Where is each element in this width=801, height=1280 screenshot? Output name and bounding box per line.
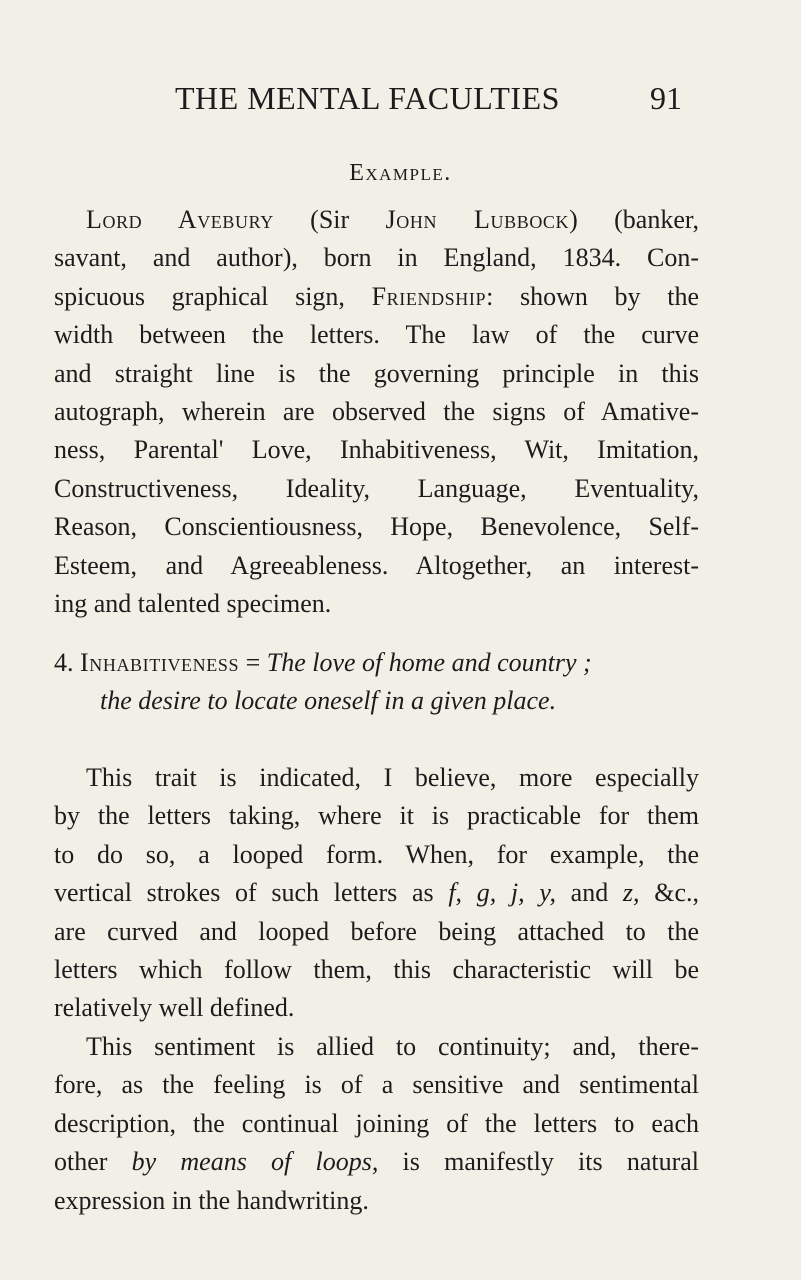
definition-meaning-cont: the desire to locate oneself in a given place. bbox=[100, 686, 557, 715]
text-line: other by means of loops, is manifestly its natural bbox=[54, 1147, 700, 1177]
text-line: fore, as the feeling is of a sensitive and sentimental bbox=[54, 1070, 699, 1100]
example-paragraph bbox=[54, 201, 699, 623]
text-line: This sentiment is allied to continuity; and, there- bbox=[86, 1032, 699, 1061]
definition-entry bbox=[54, 644, 699, 720]
text-line: are curved and looped before being attached to the bbox=[54, 916, 699, 946]
text-line: Lord Avebury (Sir John Lubbock) (banker, bbox=[86, 205, 700, 234]
text-line: letters which follow them, this characteristic will be bbox=[54, 955, 699, 985]
text-line: spicuous graphical sign, Friendship: shown by the bbox=[54, 281, 699, 311]
definition-meaning: The love of home and country ; bbox=[266, 648, 592, 677]
text-line: Esteem, and Agreeableness. Altogether, an interest- bbox=[54, 550, 699, 580]
text-line: ness, Parental' Love, Inhabitiveness, Wit, Imitation, bbox=[54, 435, 699, 465]
text-line: ing and talented specimen. bbox=[54, 589, 332, 619]
body-paragraph-1 bbox=[54, 759, 699, 1028]
definition-number: 4. bbox=[54, 648, 74, 677]
text-line: and straight line is the governing principle in this bbox=[54, 358, 699, 388]
text-line: width between the letters. The law of the curve bbox=[54, 320, 699, 350]
text-line: Reason, Conscientiousness, Hope, Benevolence, Self- bbox=[54, 512, 699, 542]
text-line: expression in the handwriting. bbox=[54, 1185, 369, 1215]
page-number: 91 bbox=[650, 80, 682, 116]
text-line: This trait is indicated, I believe, more especially bbox=[86, 763, 699, 792]
text-line: relatively well defined. bbox=[54, 993, 295, 1023]
text-line: to do so, a looped form. When, for example, the bbox=[54, 839, 699, 869]
running-head-title: THE MENTAL FACULTIES bbox=[175, 80, 560, 116]
text-line: description, the continual joining of the letters to each bbox=[54, 1108, 699, 1138]
section-heading: Example. bbox=[349, 160, 452, 186]
text-line: vertical strokes of such letters as f, g, j, y, and z, &c., bbox=[54, 878, 700, 908]
definition-line: 4. Inhabitiveness = The love of home and country ; bbox=[54, 648, 592, 677]
text-line: Constructiveness, Ideality, Language, Eventuality, bbox=[54, 473, 699, 503]
body-paragraph-2 bbox=[54, 1028, 699, 1220]
text-line: autograph, wherein are observed the signs of Amative- bbox=[54, 397, 699, 427]
text-line: savant, and author), born in England, 1834. Con- bbox=[54, 243, 699, 273]
text-line: by the letters taking, where it is practicable for them bbox=[54, 801, 699, 831]
definition-term: Inhabitiveness bbox=[80, 648, 240, 677]
